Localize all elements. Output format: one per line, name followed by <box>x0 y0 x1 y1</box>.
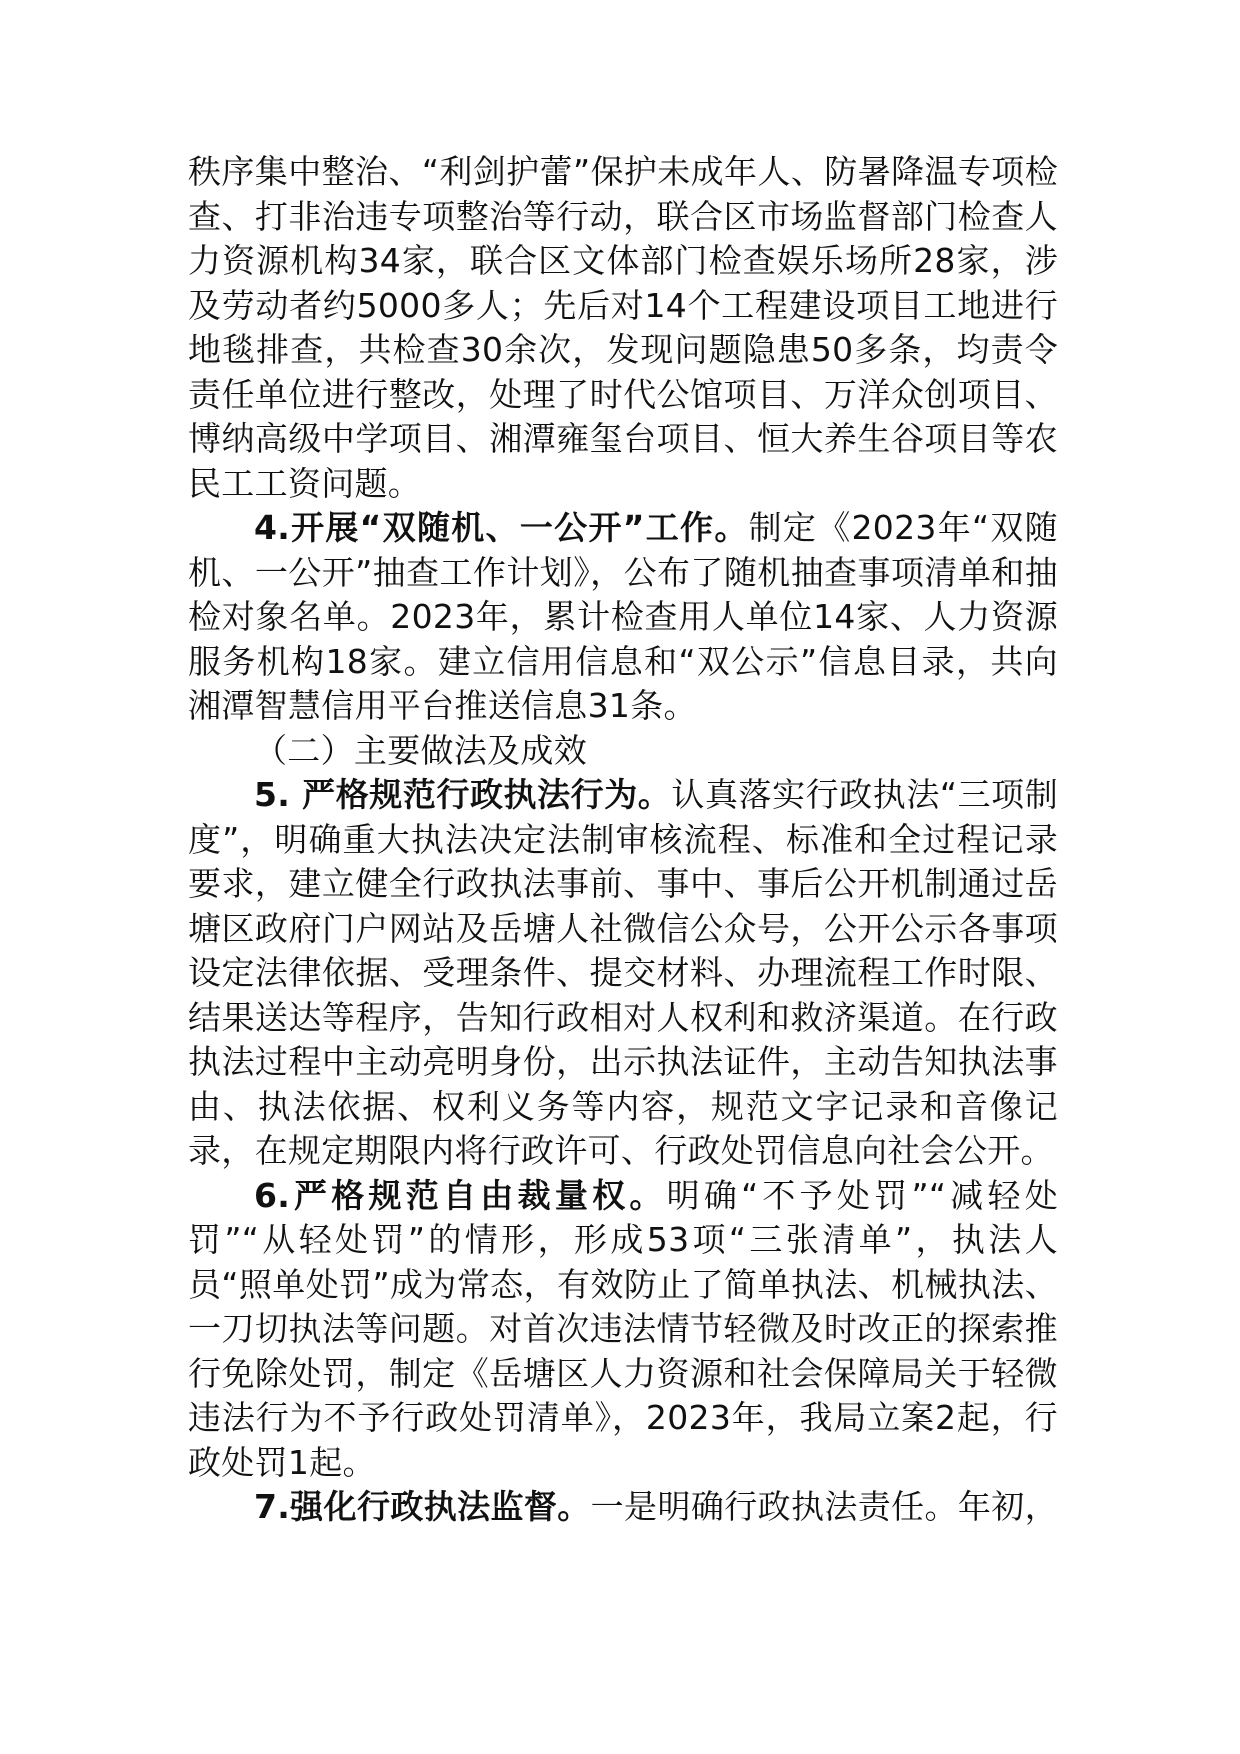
paragraph-heading: 6.严格规范自由裁量权。 <box>254 1175 667 1215</box>
paragraph-discretion <box>188 1174 1058 1486</box>
paragraph-body: 明确“不予处罚”“减轻处罚”“从轻处罚”的情形，形成53项“三张清单”，执法人员“照单处罚”成为常态，有效防止了简单执法、机械执法、一刀切执法等问题。对首次违法情节轻微及时改正的探索推行免除处罚，制定《岳塘区人力资源和社会保障局关于轻微违法行为不予行政处罚清单》，2023年，我局立案2起，行政处罚1起。 <box>188 1175 1058 1482</box>
paragraph-body: 一是明确行政执法责任。年初， <box>590 1487 1058 1526</box>
paragraph-heading: 4.开展“双随机、一公开”工作。 <box>254 508 749 547</box>
paragraph-heading: 7.强化行政执法监督。 <box>254 1487 591 1526</box>
section-title: （二）主要做法及成效 <box>254 730 587 770</box>
paragraph-body: 制定《2023年“双随机、一公开”抽查工作计划》，公布了随机抽查事项清单和抽检对象名单。2023年，累计检查用人单位14家、人力资源服务机构18家。建立信用信息和“双公示”信息目录，共向湘潭智慧信用平台推送信息31条。 <box>188 508 1058 725</box>
paragraph-enforcement-actions: 秩序集中整治、“利剑护蕾”保护未成年人、防暑降温专项检查、打非治违专项整治等行动，联合区市场监督部门检查人力资源机构34家，联合区文体部门检查娱乐场所28家，涉及劳动者约5000多人；先后对14个工程建设项目工地进行地毯排查，共检查30余次，发现问题隐患50多条，均责令责任单位进行整改，处理了时代公馆项目、万洋众创项目、博纳高级中学项目、湘潭雍玺台项目、恒大养生谷项目等农民工工资问题。 <box>188 152 1058 503</box>
paragraph-heading: 5. 严格规范行政执法行为。 <box>254 775 672 814</box>
paragraph-double-random <box>188 506 1058 729</box>
paragraph-standardize-enforcement <box>188 773 1058 1174</box>
document-page <box>188 150 1058 1530</box>
paragraph-supervision <box>188 1485 1058 1530</box>
paragraph-body: 认真落实行政执法“三项制度”，明确重大执法决定法制审核流程、标准和全过程记录要求，建立健全行政执法事前、事中、事后公开机制通过岳塘区政府门户网站及岳塘人社微信公众号，公开公示各事项设定法律依据、受理条件、提交材料、办理流程工作时限、结果送达等程序，告知行政相对人权利和救济渠道。在行政执法过程中主动亮明身份，出示执法证件，主动告知执法事由、执法依据、权利义务等内容，规范文字记录和音像记录，在规定期限内将行政许可、行政处罚信息向社会公开。 <box>188 775 1058 1170</box>
